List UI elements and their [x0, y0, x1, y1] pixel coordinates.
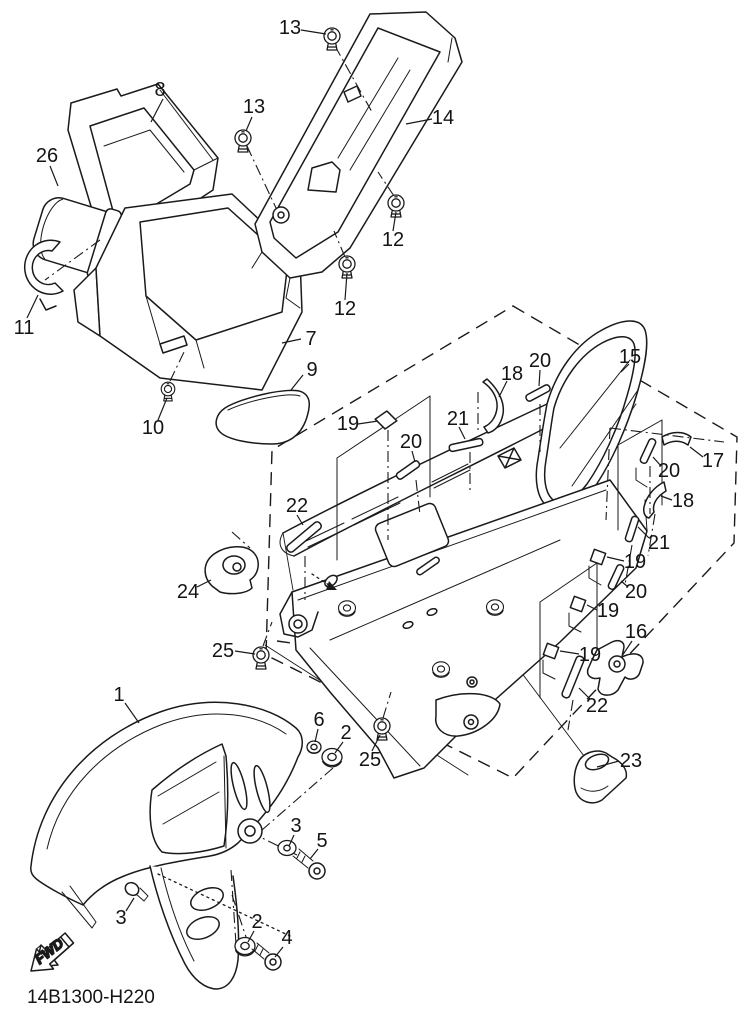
washer-3-a — [278, 841, 296, 856]
part-label-25: 25 — [211, 640, 235, 662]
part-label-12: 12 — [333, 298, 357, 320]
part-label-20: 20 — [657, 460, 681, 482]
part-label-3: 3 — [290, 815, 302, 837]
fwd-label: FWD — [31, 934, 67, 968]
diagram-code: 14B1300-H220 — [27, 987, 155, 1008]
part-label-2: 2 — [251, 911, 263, 933]
part-label-17: 17 — [701, 450, 725, 472]
part-label-20: 20 — [399, 431, 423, 453]
part-label-11: 11 — [13, 317, 35, 339]
part-label-19: 19 — [596, 600, 620, 622]
part-1-front-fender — [31, 702, 303, 989]
part-label-18: 18 — [500, 363, 524, 385]
part-label-5: 5 — [316, 830, 328, 852]
part-label-24: 24 — [176, 581, 200, 603]
part-label-1: 1 — [113, 684, 125, 706]
part-label-19: 19 — [623, 551, 647, 573]
part-label-25: 25 — [358, 749, 382, 771]
nut-6 — [307, 741, 321, 753]
screw-5 — [293, 849, 325, 879]
part-label-3: 3 — [115, 907, 127, 929]
screw-10 — [161, 382, 175, 401]
part-label-10: 10 — [141, 417, 165, 439]
bolt-25-a — [253, 647, 269, 669]
part-label-22: 22 — [585, 695, 609, 717]
fwd-arrow — [31, 933, 74, 971]
rivet-3-b — [123, 880, 148, 901]
grommet-2-b — [235, 938, 255, 956]
part-14-inner-fender — [252, 12, 462, 308]
part-label-13: 13 — [242, 96, 266, 118]
part-label-20: 20 — [624, 581, 648, 603]
part-label-4: 4 — [281, 927, 293, 949]
part-label-13: 13 — [278, 17, 302, 39]
screw-4 — [252, 943, 281, 970]
part-label-26: 26 — [35, 145, 59, 167]
part-label-8: 8 — [154, 79, 166, 101]
part-label-2: 2 — [340, 722, 352, 744]
part-label-19: 19 — [578, 644, 602, 666]
part-label-20: 20 — [528, 350, 552, 372]
part-label-19: 19 — [336, 413, 360, 435]
part-label-12: 12 — [381, 229, 405, 251]
part-label-15: 15 — [618, 346, 642, 368]
part-label-16: 16 — [624, 621, 648, 643]
part-label-6: 6 — [313, 709, 325, 731]
bolt-13-a — [324, 28, 340, 50]
part-label-9: 9 — [306, 359, 318, 381]
part-label-21: 21 — [446, 408, 470, 430]
part-9-pad — [216, 390, 309, 444]
part-label-14: 14 — [431, 107, 455, 129]
part-label-23: 23 — [619, 750, 643, 772]
part-label-18: 18 — [671, 490, 695, 512]
part-label-22: 22 — [285, 495, 309, 517]
grommet-2-a — [322, 749, 342, 767]
part-label-21: 21 — [647, 532, 671, 554]
part-label-7: 7 — [305, 328, 317, 350]
